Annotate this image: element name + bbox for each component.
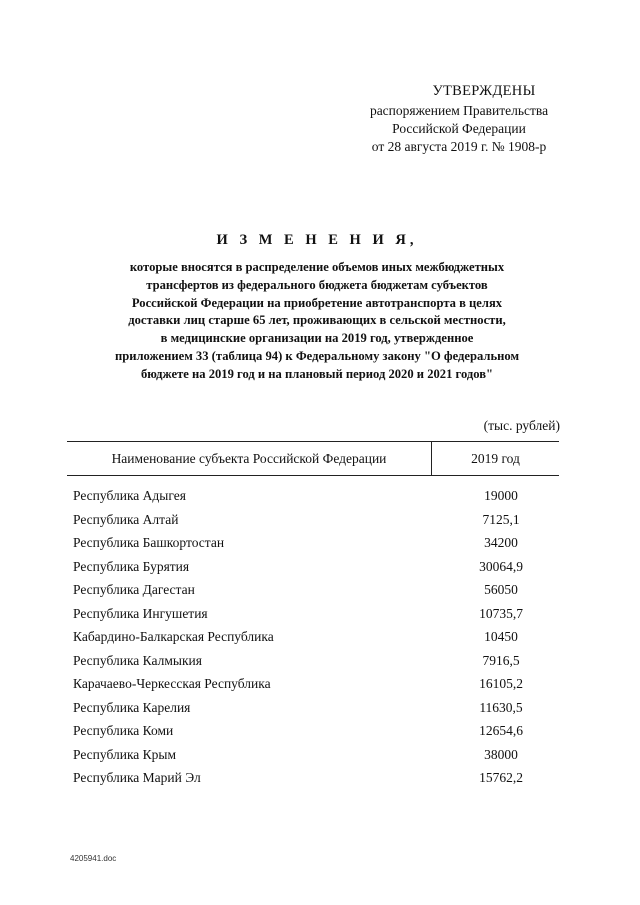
region-name: Республика Калмыкия: [73, 652, 202, 668]
table-row: [73, 700, 559, 724]
approval-line: распоряжением Правительства: [369, 103, 549, 118]
table-row: [73, 606, 559, 630]
table-row: [73, 723, 559, 747]
document-subtitle-line: бюджете на 2019 год и на плановый период 2020 и 2021 годов": [140, 366, 494, 381]
region-amount: 38000: [484, 746, 518, 762]
table-header: [67, 441, 559, 476]
document-subtitle-line: которые вносятся в распределение объемов иных межбюджетных: [129, 260, 505, 274]
table-row: [73, 747, 559, 771]
region-amount: 56050: [484, 582, 518, 597]
table-row: [73, 653, 559, 677]
region-name: Республика Карелия: [73, 699, 191, 715]
region-name: Республика Коми: [73, 723, 174, 738]
region-name: Республика Дагестан: [73, 582, 195, 597]
region-amount: 10735,7: [479, 605, 523, 621]
region-name: Карачаево-Черкесская Республика: [73, 676, 271, 691]
document-subtitle-line: доставки лиц старше 65 лет, проживающих в сельской местности,: [128, 313, 506, 328]
document-file-code: 4205941.doc: [70, 854, 117, 863]
table-row: [73, 770, 559, 794]
table-row: [73, 629, 559, 653]
document-subtitle-line: в медицинские организации на 2019 год, утвержденное: [160, 331, 474, 346]
table-row: [73, 512, 559, 536]
region-amount: 11630,5: [479, 699, 523, 715]
approval-block: [330, 82, 588, 156]
table-unit-label: (тыс. рублей): [483, 418, 560, 433]
region-name: Республика Башкортостан: [73, 535, 225, 550]
table-row: [73, 535, 559, 559]
region-amount: 7125,1: [482, 511, 520, 527]
region-name: Республика Бурятия: [73, 558, 190, 574]
region-amount: 19000: [484, 488, 518, 503]
region-name: Республика Марий Эл: [73, 770, 201, 785]
table-body: [73, 488, 559, 794]
document-subtitle-line: трансфертов из федерального бюджета бюджетам субъектов: [146, 277, 488, 292]
region-name: Республика Ингушетия: [73, 605, 208, 621]
region-amount: 7916,5: [482, 652, 520, 668]
table-row: [73, 676, 559, 700]
approval-title: УТВЕРЖДЕНЫ: [432, 83, 536, 99]
table-row: [73, 559, 559, 583]
region-name: Республика Крым: [73, 746, 177, 762]
region-amount: 30064,9: [479, 558, 523, 574]
region-amount: 10450: [484, 629, 518, 644]
region-amount: 12654,6: [479, 723, 523, 738]
region-amount: 15762,2: [479, 770, 523, 785]
column-header-region: Наименование субъекта Российской Федерации: [67, 442, 432, 475]
document-title: И З М Е Н Е Н И Я,: [216, 232, 418, 248]
document-heading: [60, 232, 574, 384]
approval-line: от 28 августа 2019 г. № 1908-р: [371, 139, 547, 154]
approval-line: Российской Федерации: [392, 121, 526, 136]
region-name: Республика Адыгея: [73, 488, 186, 503]
region-name: Кабардино-Балкарская Республика: [73, 629, 274, 644]
region-amount: 34200: [484, 535, 518, 550]
column-header-year: 2019 год: [471, 451, 520, 466]
table-row: [73, 582, 559, 606]
document-subtitle-line: Российской Федерации на приобретение автотранспорта в целях: [131, 295, 503, 310]
document-subtitle-line: приложением 33 (таблица 94) к Федеральному закону "О федеральном: [114, 348, 520, 363]
region-amount: 16105,2: [479, 676, 523, 691]
table-row: [73, 488, 559, 512]
region-name: Республика Алтай: [73, 511, 179, 527]
